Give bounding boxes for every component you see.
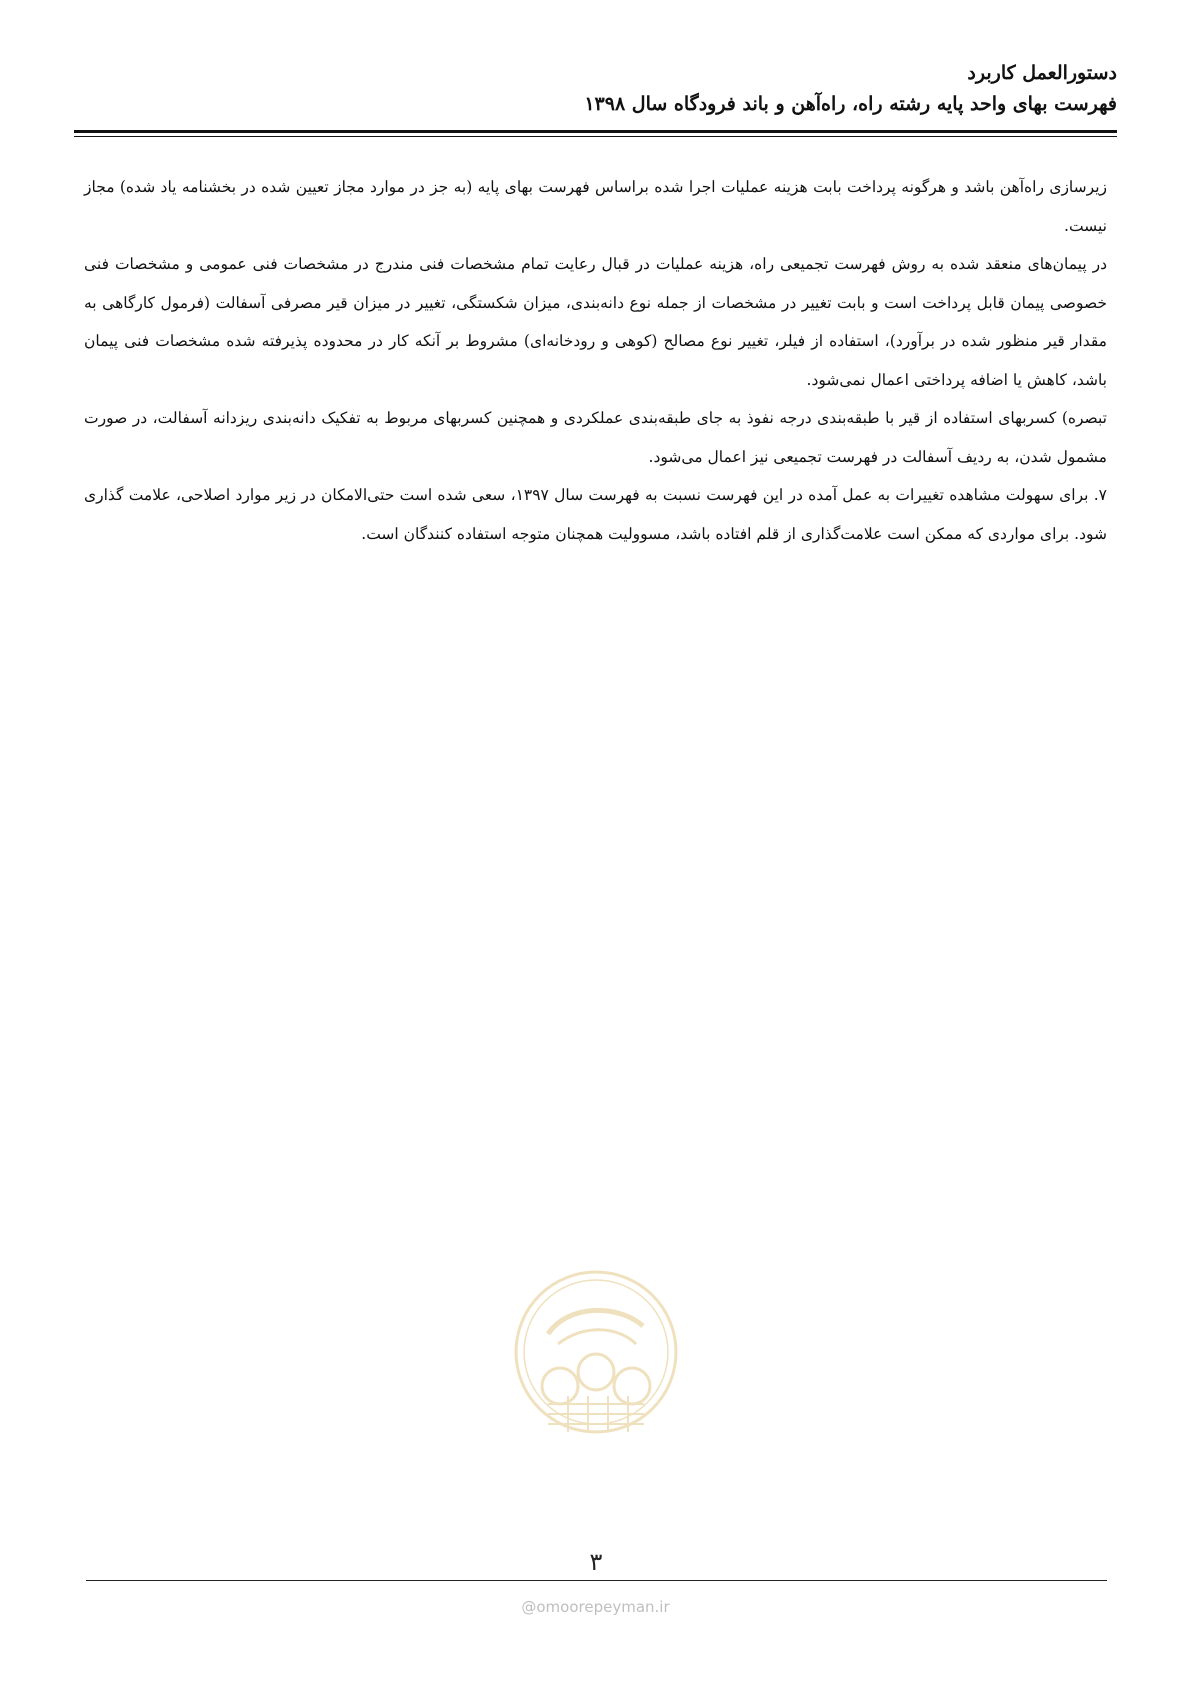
paragraph: تبصره) کسربهای استفاده از قیر با طبقه‌بندی درجه نفوذ به جای طبقه‌بندی عملکردی و همچنین کسربهای مربوط به تفکیک دانه‌بندی ریزدانه آسفالت، در صورت مشمول شدن، به ردیف آسفالت در فهرست تجمیعی نیز اعمال می‌شود. (84, 409, 1107, 466)
document-subtitle: فهرست بهای واحد پایه رشته راه، راه‌آهن و باند فرودگاه سال ۱۳۹۸ (584, 93, 1117, 115)
footer-watermark-url: @omoorepeyman.ir (521, 1598, 670, 1616)
header-rule-thick (74, 130, 1117, 133)
page-number: ۳ (589, 1548, 603, 1576)
document-title: دستورالعمل کاربرد (967, 62, 1117, 84)
watermark-logo (508, 1264, 684, 1440)
seal-icon (508, 1264, 684, 1440)
paragraph: زیرسازی راه‌آهن باشد و هرگونه پرداخت بابت هزینه عملیات اجرا شده براساس فهرست بهای پایه (به جز در موارد مجاز تعیین شده در بخشنامه یاد شده) مجاز نیست. (84, 178, 1107, 235)
paragraph: در پیمان‌های منعقد شده به روش فهرست تجمیعی راه، هزینه عملیات در قبال رعایت تمام مشخصات فنی مندرج در مشخصات فنی عمومی و مشخصات فنی خصوصی پیمان قابل پرداخت است و بابت تغییر در مشخصات از جمله نوع دانه‌بندی، میزان شکستگی، تغییر در میزان قیر مصرفی آسفالت (فرمول کارگاهی به مقدار قیر منظور شده در برآورد)، استفاده از فیلر، تغییر نوع مصالح (کوهی و رودخانه‌ای) مشروط بر آنکه کار در محدوده پذیرفته شده مشخصات فنی پیمان باشد، کاهش یا اضافه پرداختی اعمال نمی‌شود. (84, 255, 1107, 389)
footer-rule (86, 1580, 1107, 1581)
document-body (84, 168, 1107, 553)
page-header (74, 58, 1117, 120)
header-rule-thin (74, 136, 1117, 137)
paragraph: ۷. برای سهولت مشاهده تغییرات به عمل آمده در این فهرست نسبت به فهرست سال ۱۳۹۷، سعی شده است حتی‌الامکان در زیر موارد اصلاحی، علامت گذاری شود. برای مواردی که ممکن است علامت‌گذاری از قلم افتاده باشد، مسوولیت همچنان متوجه استفاده کنندگان است. (84, 486, 1107, 543)
